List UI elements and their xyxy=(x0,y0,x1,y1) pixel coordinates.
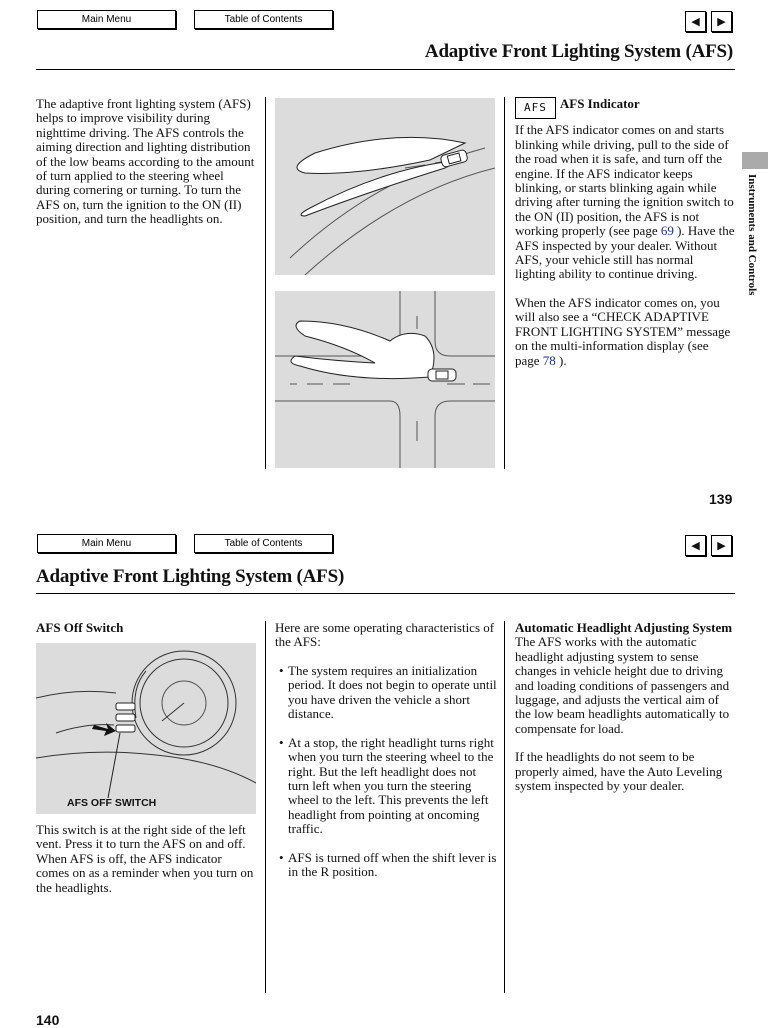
right-arrow-icon: ▶ xyxy=(717,539,726,552)
section-label: Instruments and Controls xyxy=(746,174,758,296)
afs-intersection-illustration xyxy=(275,291,495,468)
afs-off-switch-text: This switch is at the right side of the left vent. Press it to turn the AFS on and off. When AFS is off, the AFS indicator comes on as a reminder when you turn on the headlights. xyxy=(36,822,254,895)
characteristics-list xyxy=(275,664,497,880)
main-menu-button[interactable]: Main Menu xyxy=(37,534,176,553)
right-arrow-icon: ▶ xyxy=(717,15,726,28)
page-title: Adaptive Front Lighting System (AFS) xyxy=(424,41,733,62)
page-number: 139 xyxy=(709,491,733,507)
auto-headlight-paragraph-2: If the headlights do not seem to be properly aimed, have the Auto Leveling system inspected by your dealer. xyxy=(515,749,723,794)
afs-off-switch-label: AFS OFF SWITCH xyxy=(67,797,157,809)
left-arrow-icon: ◀ xyxy=(691,539,700,552)
page-title: Adaptive Front Lighting System (AFS) xyxy=(36,566,345,587)
afs-indicator-paragraph-2: When the AFS indicator comes on, you will also see a “CHECK ADAPTIVE FRONT LIGHTING SYSTEM” message on the multi-information display (see page 78 ). xyxy=(515,294,731,368)
next-page-button[interactable] xyxy=(711,11,732,32)
table-of-contents-button[interactable]: Table of Contents xyxy=(194,10,333,29)
section-tab xyxy=(742,152,768,169)
curve-road-drawing xyxy=(275,98,495,275)
auto-headlight-block xyxy=(515,621,735,793)
left-arrow-icon: ◀ xyxy=(691,15,700,28)
auto-headlight-paragraph-1: The AFS works with the automatic headlight adjusting system to sense changes in vehicle height due to driving and loading conditions of passengers and luggage, and adjusts the vertical aim of the low beam headlights automatically to compensate for load. xyxy=(515,634,730,736)
afs-off-switch-heading: AFS Off Switch xyxy=(36,620,124,635)
list-item: • At a stop, the right headlight turns right when you turn the steering wheel to the right. But the left headlight does not turn left when you turn the steering wheel to the left. This prevents the left headlight from pointing at oncoming traffic. xyxy=(275,736,497,837)
afs-indicator-heading: AFS Indicator xyxy=(559,96,640,111)
dashboard-drawing xyxy=(36,643,256,814)
prev-page-button[interactable] xyxy=(685,11,706,32)
afs-characteristics-block xyxy=(275,621,497,894)
list-item: • The system requires an initialization period. It does not begin to operate until you have driven the vehicle a short distance. xyxy=(275,664,497,722)
prev-page-button[interactable] xyxy=(685,535,706,556)
afs-indicator-paragraph-1: If the AFS indicator comes on and starts blinking while driving, pull to the side of the road when it is safe, and turn off the engine. If the AFS indicator keeps blinking, or starts blinking again while driving after turning the ignition switch to the ON (II) position, the AFS is not working properly (see page 69 ). Have the AFS inspected by your dealer. Without AFS, your vehicle still has normal lighting ability to continue driving. xyxy=(515,122,735,282)
column-divider xyxy=(265,621,266,993)
afs-intro-text: The adaptive front lighting system (AFS) helps to improve visibility during nighttime driving. The AFS controls the aiming direction and lighting distribution of the low beams according to the amount of turn applied to the steering wheel during cornering or turning. To turn the AFS on, turn the ignition to the ON (II) position, and turn the headlights on. xyxy=(36,96,255,227)
afs-off-switch-illustration xyxy=(36,643,256,814)
title-divider xyxy=(36,69,735,70)
next-page-button[interactable] xyxy=(711,535,732,556)
page-78-link[interactable]: 78 xyxy=(542,352,556,368)
afs-indicator-block xyxy=(515,97,735,368)
column-divider xyxy=(504,97,505,469)
auto-headlight-heading: Automatic Headlight Adjusting System xyxy=(515,620,733,635)
page-69-link[interactable]: 69 xyxy=(660,223,674,239)
table-of-contents-button[interactable]: Table of Contents xyxy=(194,534,333,553)
main-menu-button[interactable]: Main Menu xyxy=(37,10,176,29)
characteristics-intro: Here are some operating characteristics of the AFS: xyxy=(275,620,495,650)
intersection-drawing xyxy=(275,291,495,468)
title-divider xyxy=(36,593,735,594)
afs-cornering-illustration xyxy=(275,98,495,275)
column-divider xyxy=(504,621,505,993)
list-item: • AFS is turned off when the shift lever is in the R position. xyxy=(275,851,497,880)
page-number: 140 xyxy=(36,1012,60,1028)
afs-indicator-icon: AFS xyxy=(515,97,556,119)
column-divider xyxy=(265,97,266,469)
